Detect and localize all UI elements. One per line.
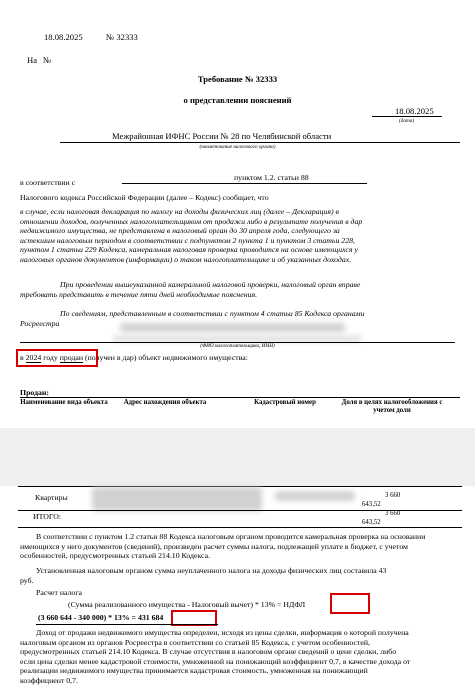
paragraph-line: При проведении вышеуказанной камеральной налоговой проверки, налоговый орган вправе (60, 280, 361, 289)
formula-text: (Сумма реализованного имущества - Налоговый вычет) * 13% = (68, 600, 282, 609)
document-subtitle: о представлении пояснений (183, 95, 292, 105)
formula-line (68, 600, 305, 610)
paragraph-line: особенностей, предусмотренных статьей 214.10 Кодекса. (20, 551, 211, 561)
calc-label: Расчет налога (36, 588, 82, 597)
tax-code-line: Налогового кодекса Российской Федерации (далее – Кодекс) сообщает, что (20, 193, 269, 202)
paragraph-line: пунктом 1 статьи 229 Кодекса, камеральная налоговая проверка проводится на основе имеющихся у (20, 245, 358, 255)
authority-caption: (наименование налогового органа) (199, 144, 276, 150)
table-col-address: Адрес нахождения объекта (123, 399, 207, 406)
table-top-border (20, 397, 460, 398)
table-total-value-top: 3 660 (385, 510, 401, 517)
according-to-underline (122, 183, 367, 184)
numbers-result: 431 684 (137, 613, 164, 622)
table-col-type: Наименование вида объекта (20, 399, 108, 406)
table-section-title: Продан: (20, 388, 50, 397)
paragraph-line: реализации недвижимого имущества принимается кадастровая стоимость, умноженная на понижающий (20, 666, 368, 676)
formula-result: НДФЛ (283, 600, 306, 609)
paragraph-line: истекшим налоговым периодом в соответствии с подпунктом 2 пункта 1 и пунктом 3 статьи 228, (20, 235, 355, 245)
table-total-label: ИТОГО: (33, 512, 62, 521)
table-row-label: Квартиры (35, 493, 68, 502)
page-separator (0, 428, 475, 486)
paragraph-line: недвижимого имущества, не представлена в налоговый орган до 30 апреля года, следующего за (20, 226, 340, 236)
paragraph-line: налоговым органом из органов Росреестра в соответствии со статьей 85 Кодекса, с учетом особенностей, (20, 637, 370, 647)
paragraph-line: В соответствии с пунктом 1.2 статьи 88 Кодекса налоговым органом проводится камеральная проверка на основании (36, 532, 426, 541)
document-date: 18.08.2025 (44, 32, 83, 42)
numbers-text: (3 660 644 - 340 000) * 13% = (38, 613, 136, 622)
italic-paragraph-2 (20, 280, 360, 299)
sold-mid: году (43, 353, 58, 362)
right-date-caption: (дата) (399, 118, 415, 124)
table-row-value-top: 3 660 (385, 492, 401, 499)
paragraph-line: Росреестра (20, 318, 60, 328)
calc-paragraph-2 (20, 566, 386, 585)
sold-prefix: в (20, 353, 24, 362)
document-title: Требование № 32333 (197, 74, 278, 84)
table-col-share: Доля в целях налогообложения с учетом доли (341, 399, 443, 414)
na-number: № (43, 55, 52, 65)
redacted-cadastral (275, 491, 355, 501)
highlight-ndfl (330, 593, 370, 614)
table-col-cadastral: Кадастровый номер (254, 399, 316, 406)
document-number: № 32333 (106, 32, 138, 42)
sold-rest: (получен в дар) объект недвижимого имущества: (85, 353, 248, 362)
italic-paragraph-1 (20, 207, 362, 265)
tax-authority: Межрайонная ИФНС России № 28 по Челябинской области (112, 131, 332, 141)
numbers-line (38, 613, 163, 623)
highlight-sold-year (16, 349, 98, 367)
table-total-value-bottom: 643,52 (362, 519, 381, 526)
calc-paragraph-1 (20, 532, 425, 561)
paragraph-line: в случае, если налоговая декларация по налогу на доходы физических лиц (далее – Декларация) в (20, 207, 339, 216)
paragraph-line: По сведениям, представленным в соответствии с пунктом 4 статьи 85 Кодекса органами (60, 309, 365, 318)
na-label: На (27, 55, 38, 65)
paragraph-line: коэффициент 0,7. (20, 675, 78, 685)
redacted-taxpayer-name (120, 323, 345, 332)
authority-underline (60, 142, 460, 143)
right-date-underline (372, 116, 442, 117)
sold-word: продан (59, 353, 84, 362)
table-row-value-bottom: 643,52 (362, 501, 381, 508)
fio-caption: (ФИО налогоплательщика, ИНН) (200, 343, 275, 349)
paragraph-line: налоговых органов документов (информации) о таком налогоплательщике и об указанных доходах. (20, 254, 352, 264)
numbers-underline (36, 624, 218, 625)
sold-year: 2024 (25, 353, 42, 362)
paragraph-line: отношении доходов, полученных налогоплательщиком от продажи либо в результате получения в дар (20, 216, 363, 226)
paragraph-line: если цена сделки менее кадастровой стоимости, умноженной на понижающий коэффициент 0,7, в качестве дохода от (20, 656, 411, 666)
according-to-prefix: в соответствии с (20, 178, 76, 187)
paragraph-line: предусмотренных статьей 214.10 Кодекса. В случае отсутствия в налоговом органе сведений о цене сделки, либо (20, 647, 397, 657)
according-to-value: пунктом 1.2. статьи 88 (234, 173, 309, 182)
redacted-address (92, 487, 262, 511)
table2-bottom-border (18, 527, 462, 528)
paragraph-line: Установленная налоговым органом сумма неуплаченного налога на доходы физических лиц составила 43 (36, 566, 387, 575)
paragraph-line: требовать представить в течение пяти дней необходимые пояснения. (20, 289, 258, 299)
calc-paragraph-3 (20, 628, 410, 686)
paragraph-line: руб. (20, 575, 34, 585)
paragraph-line: Доход от продажи недвижимого имущества определен, исходя из цены сделки, информация о которой получена (36, 628, 409, 637)
paragraph-line: имеющихся у него документов (сведений), произведен расчет суммы налога, подлежащей уплате в бюджет, с учетом (20, 541, 408, 551)
right-date: 18.08.2025 (395, 106, 434, 116)
